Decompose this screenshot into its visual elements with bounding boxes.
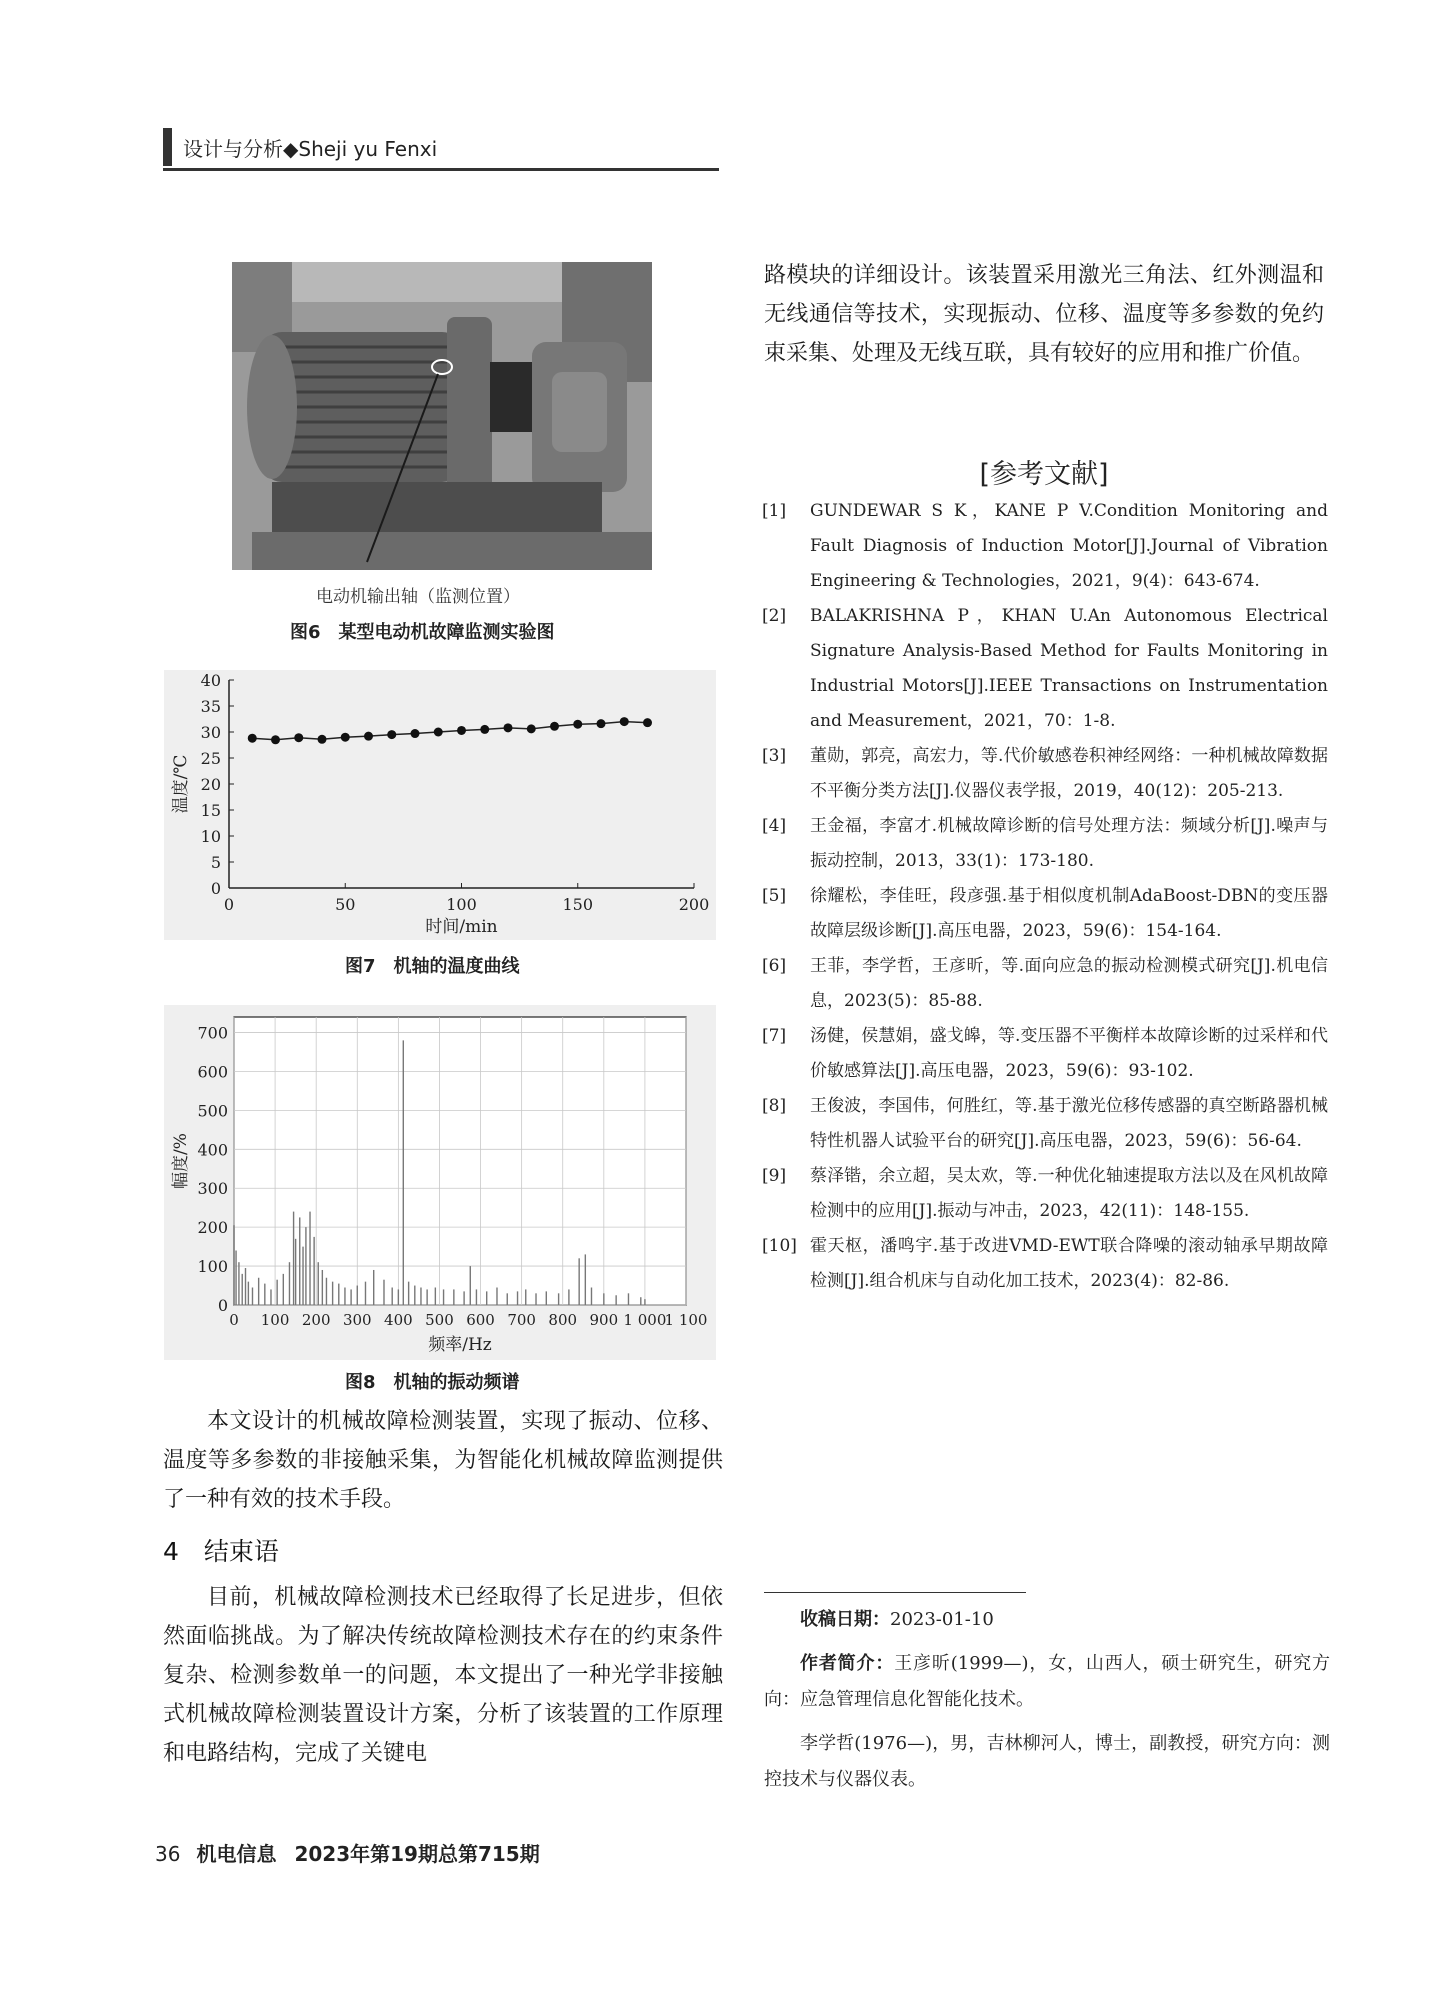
y-tick-label: 300 [197, 1179, 228, 1199]
figure6-inline-label: 电动机输出轴（监测位置） [316, 587, 520, 607]
received-label: 收稿日期： [800, 1609, 890, 1630]
y-tick-label: 700 [197, 1023, 228, 1043]
y-tick-label: 600 [197, 1062, 228, 1082]
reference-number: [2] [762, 606, 787, 626]
y-tick-label: 5 [210, 853, 221, 872]
reference-text: 王金福，李富才.机械故障诊断的信号处理方法：频域分析[J].噪声与振动控制，2013，33(1)：173-180. [810, 816, 1328, 871]
x-tick-label: 800 [548, 1311, 578, 1329]
x-tick-label: 150 [562, 895, 594, 914]
received-date: 2023-01-10 [890, 1609, 994, 1630]
data-point [248, 734, 257, 743]
reference-item [762, 1229, 1328, 1299]
x-tick-label: 50 [335, 895, 356, 914]
data-point [294, 733, 303, 742]
page-footer [155, 1838, 540, 1867]
y-tick-label: 15 [200, 801, 221, 820]
reference-text: 董勋，郭亮，高宏力，等.代价敏感卷积神经网络：一种机械故障数据不平衡分类方法[J].仪器仪表学报，2019，40(12)：205-213. [810, 746, 1328, 801]
reference-item [762, 1089, 1328, 1159]
data-point [550, 722, 559, 731]
data-point [318, 735, 327, 744]
figure6-photo [232, 262, 652, 570]
author-bio-1: 王彦昕(1999—)，女，山西人，硕士研究生，研究方向：应急管理信息化智能化技术。 [764, 1653, 1330, 1710]
y-tick-label: 30 [200, 723, 221, 742]
reference-item [762, 809, 1328, 879]
reference-item [762, 1019, 1328, 1089]
x-axis-label: 时间/min [425, 917, 498, 937]
author-bio-2: 李学哲(1976—)，男，吉林柳河人，博士，副教授，研究方向：测控技术与仪器仪表。 [764, 1733, 1330, 1790]
x-tick-label: 0 [229, 1311, 239, 1329]
data-point [620, 717, 629, 726]
data-point [457, 726, 466, 735]
reference-text: 王俊波，李国伟，何胜红，等.基于激光位移传感器的真空断路器机械特性机器人试验平台的研究[J].高压电器，2023，59(6)：56-64. [810, 1096, 1328, 1151]
journal-name: 机电信息 [196, 1842, 277, 1866]
y-tick-label: 25 [200, 749, 221, 768]
plot-frame [234, 1017, 686, 1305]
data-point [434, 728, 443, 737]
section-heading: 4 结束语 [163, 1537, 279, 1566]
reference-number: [8] [762, 1096, 787, 1116]
y-tick-label: 200 [197, 1218, 228, 1238]
figure7-chart [164, 670, 716, 940]
reference-item [762, 949, 1328, 1019]
reference-number: [10] [762, 1236, 797, 1256]
data-point [597, 719, 606, 728]
spectrum-chart-svg [164, 1005, 716, 1360]
y-tick-label: 20 [200, 775, 221, 794]
data-point [480, 725, 489, 734]
y-axis-label: 温度/℃ [171, 754, 191, 814]
reference-number: [1] [762, 501, 787, 521]
issue-info: 2023年第19期总第715期 [294, 1842, 540, 1866]
data-point [411, 729, 420, 738]
running-header [163, 128, 723, 166]
data-point [504, 723, 513, 732]
data-point [364, 732, 373, 741]
reference-text: 蔡泽锴，余立超，吴太欢，等.一种优化轴速提取方法以及在风机故障检测中的应用[J].振动与冲击，2023，42(11)：148-155. [810, 1166, 1328, 1221]
x-axis-label: 频率/Hz [428, 1335, 492, 1355]
article-notes [764, 1602, 1330, 1806]
data-point [271, 735, 280, 744]
reference-text: 汤健，侯慧娟，盛戈皞，等.变压器不平衡样本故障诊断的过采样和代价敏感算法[J].高压电器，2023，59(6)：93-102. [810, 1026, 1328, 1081]
page-number: 36 [155, 1842, 181, 1866]
right-paragraph-continued [764, 256, 1324, 373]
y-tick-label: 100 [197, 1257, 228, 1277]
y-tick-label: 400 [197, 1140, 228, 1160]
reference-number: [4] [762, 816, 787, 836]
x-tick-label: 900 [589, 1311, 619, 1329]
footnote-rule [764, 1592, 1026, 1593]
figure8-caption: 图8 机轴的振动频谱 [345, 1372, 520, 1393]
reference-text: GUNDEWAR S K，KANE P V.Condition Monitoring and Fault Diagnosis of Induction Motor[J].Journal of Vibration Engineering & Technologies，2021，9(4)：643-674. [810, 501, 1328, 591]
temperature-chart-svg [164, 670, 716, 940]
reference-item [762, 1159, 1328, 1229]
header-bar [163, 128, 172, 166]
motor-photo-illustration [232, 262, 652, 570]
reference-number: [5] [762, 886, 787, 906]
reference-list [762, 494, 1328, 1299]
reference-number: [6] [762, 956, 787, 976]
y-tick-label: 0 [210, 879, 221, 898]
y-tick-label: 35 [200, 697, 221, 716]
x-tick-label: 100 [260, 1311, 290, 1329]
data-point [527, 724, 536, 733]
paragraph-text: 本文设计的机械故障检测装置，实现了振动、位移、温度等多参数的非接触采集，为智能化机械故障监测提供了一种有效的技术手段。 [163, 1409, 723, 1512]
data-point [573, 720, 582, 729]
reference-item [762, 494, 1328, 599]
reference-item [762, 879, 1328, 949]
reference-number: [9] [762, 1166, 787, 1186]
paragraph-text: 路模块的详细设计。该装置采用激光三角法、红外测温和无线通信等技术，实现振动、位移、温度等多参数的免约束采集、处理及无线互联，具有较好的应用和推广价值。 [764, 263, 1324, 366]
reference-item [762, 599, 1328, 739]
references-title: [参考文献] [979, 459, 1109, 490]
x-tick-label: 1 000 [623, 1311, 667, 1329]
x-tick-label: 600 [466, 1311, 495, 1329]
figure8-chart [164, 1005, 716, 1360]
reference-number: [7] [762, 1026, 787, 1046]
temperature-line [252, 722, 647, 740]
x-tick-label: 300 [342, 1311, 372, 1329]
x-tick-label: 100 [446, 895, 477, 914]
header-rule [163, 168, 719, 171]
data-point [387, 730, 396, 739]
x-tick-label: 700 [507, 1311, 536, 1329]
reference-text: BALAKRISHNA P，KHAN U.An Autonomous Electrical Signature Analysis-Based Method for Faults Monitoring in Industrial Motors[J].IEEE Transactions on Instrumentation and Measurement，2021，70：1-8. [810, 606, 1328, 731]
reference-number: [3] [762, 746, 787, 766]
x-tick-label: 400 [384, 1311, 413, 1329]
x-tick-label: 1 100 [664, 1311, 708, 1329]
y-tick-label: 500 [197, 1101, 228, 1121]
figure6-caption: 图6 某型电动机故障监测实验图 [290, 622, 555, 643]
x-tick-label: 200 [301, 1311, 331, 1329]
header-section-title: 设计与分析◆Sheji yu Fenxi [183, 137, 438, 161]
author-label: 作者简介： [800, 1653, 895, 1674]
x-tick-label: 0 [223, 895, 235, 914]
left-paragraph-2 [163, 1578, 723, 1773]
left-paragraph-1 [163, 1402, 723, 1519]
paragraph-text: 目前，机械故障检测技术已经取得了长足进步，但依然面临挑战。为了解决传统故障检测技术存在的约束条件复杂、检测参数单一的问题，本文提出了一种光学非接触式机械故障检测装置设计方案，分析了该装置的工作原理和电路结构，完成了关键电 [163, 1585, 723, 1766]
y-tick-label: 0 [217, 1296, 228, 1315]
reference-text: 徐耀松，李佳旺，段彦强.基于相似度机制AdaBoost-DBN的变压器故障层级诊断[J].高压电器，2023，59(6)：154-164. [810, 886, 1328, 941]
x-tick-label: 500 [425, 1311, 454, 1329]
reference-text: 王菲，李学哲，王彦昕，等.面向应急的振动检测模式研究[J].机电信息，2023(5)：85-88. [810, 956, 1328, 1011]
data-point [341, 733, 350, 742]
data-point [643, 718, 652, 727]
reference-text: 霍天枢，潘鸣宇.基于改进VMD-EWT联合降噪的滚动轴承早期故障检测[J].组合机床与自动化加工技术，2023(4)：82-86. [810, 1236, 1328, 1291]
y-tick-label: 10 [200, 827, 221, 846]
reference-item [762, 739, 1328, 809]
y-axis-label: 幅度/% [171, 1133, 191, 1189]
figure7-caption: 图7 机轴的温度曲线 [345, 956, 520, 977]
y-tick-label: 40 [200, 671, 221, 690]
x-tick-label: 200 [678, 895, 710, 914]
